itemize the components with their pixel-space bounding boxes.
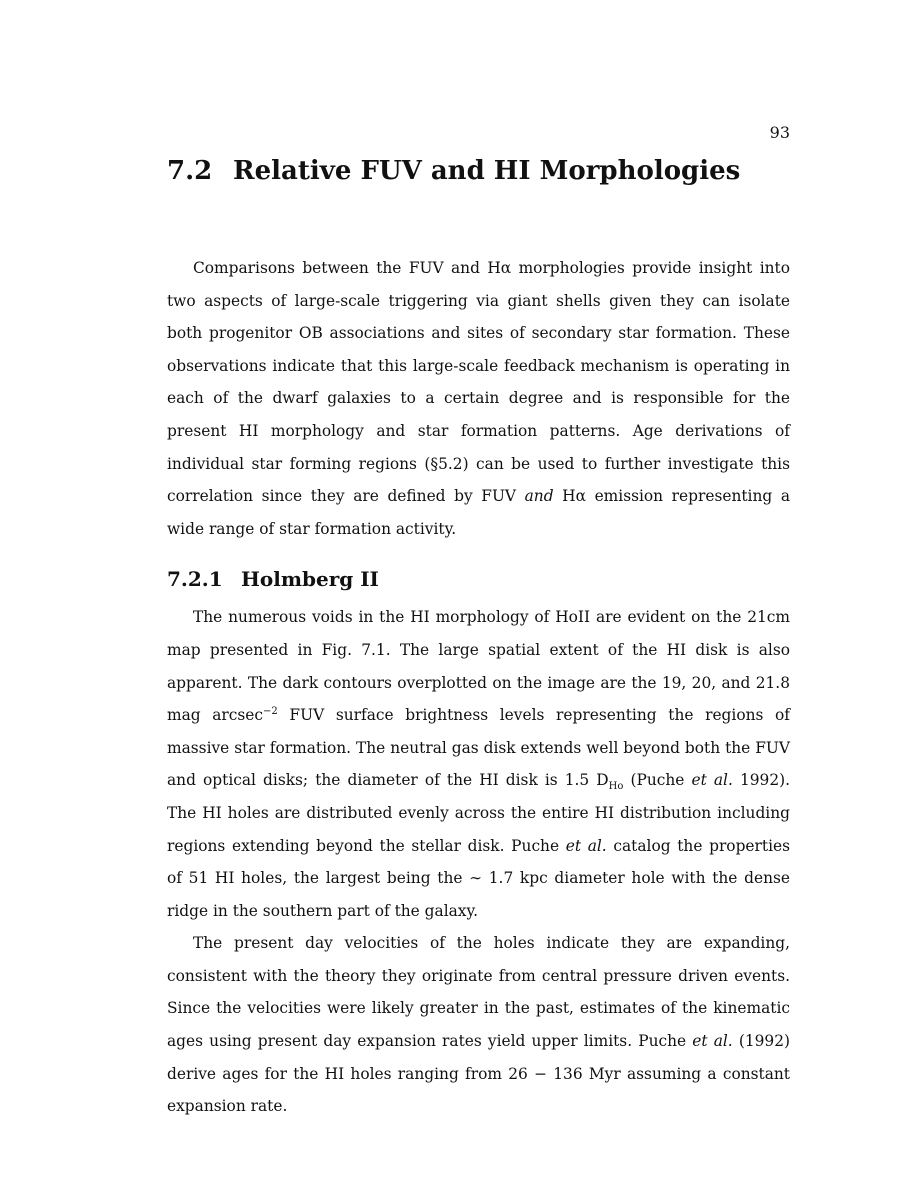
section-heading bbox=[167, 156, 790, 186]
text-run: catalog the properties of 51 HI holes, the largest being the ∼ 1.7 kpc diameter hole with the dense ridge in the southern part of the galaxy. bbox=[167, 836, 790, 920]
paragraph-holmberg-2 bbox=[167, 927, 790, 1123]
italic-text: and bbox=[524, 487, 554, 506]
italic-text: et al. bbox=[691, 771, 733, 790]
italic-text: et al. bbox=[692, 1032, 733, 1051]
page-number: 93 bbox=[769, 123, 790, 142]
subsection-heading bbox=[167, 567, 790, 591]
text-run: (1992) derive ages for the HI holes ranging from 26 − 136 Myr assuming a constant expansion rate. bbox=[167, 1032, 790, 1116]
page-body bbox=[167, 156, 790, 1123]
section-number: 7.2 bbox=[167, 156, 213, 186]
text-run: Hα emission representing a wide range of star formation activity. bbox=[167, 487, 791, 538]
section-title: Relative FUV and HI Morphologies bbox=[233, 156, 741, 186]
subscript: Ho bbox=[608, 781, 624, 793]
text-run: (Puche bbox=[623, 771, 692, 790]
italic-text: et al. bbox=[565, 836, 607, 855]
text-run: The present day velocities of the holes indicate they are expanding, consistent with the theory they originate from central pressure driven events. Since the velocities were likely greater in the past, estimates of the kinematic ages using present day expansion rates yield upper limits. Puche bbox=[167, 934, 790, 1051]
text-run: The numerous voids in the HI morphology of HoII are evident on the 21cm map presented in Fig. 7.1. The large spatial extent of the HI disk is also apparent. The dark contours overplotted on the image are the 19, 20, and 21.8 mag arcsec bbox=[167, 608, 790, 725]
superscript: −2 bbox=[263, 706, 278, 717]
text-run: Comparisons between the FUV and Hα morphologies provide insight into two aspects of large-scale triggering via giant shells given they can isolate both progenitor OB associations and sites of secondary star formation. These observations indicate that this large-scale feedback mechanism is operating in each of the dwarf galaxies to a certain degree and is responsible for the present HI morphology and star formation patterns. Age derivations of individual star forming regions (§5.2) can be used to further investigate this correlation since they are defined by FUV bbox=[167, 259, 790, 506]
paragraph-holmberg-1 bbox=[167, 601, 790, 927]
text-run: 1992). The HI holes are distributed evenly across the entire HI distribution including regions extending beyond the stellar disk. Puche bbox=[167, 771, 791, 855]
paragraph-intro bbox=[167, 252, 790, 545]
text-run: FUV surface brightness levels representing the regions of massive star formation. The neutral gas disk extends well beyond both the FUV and optical disks; the diameter of the HI disk is 1.5 D bbox=[167, 706, 791, 790]
subsection-title: Holmberg II bbox=[241, 567, 379, 592]
subsection-number: 7.2.1 bbox=[167, 567, 223, 592]
